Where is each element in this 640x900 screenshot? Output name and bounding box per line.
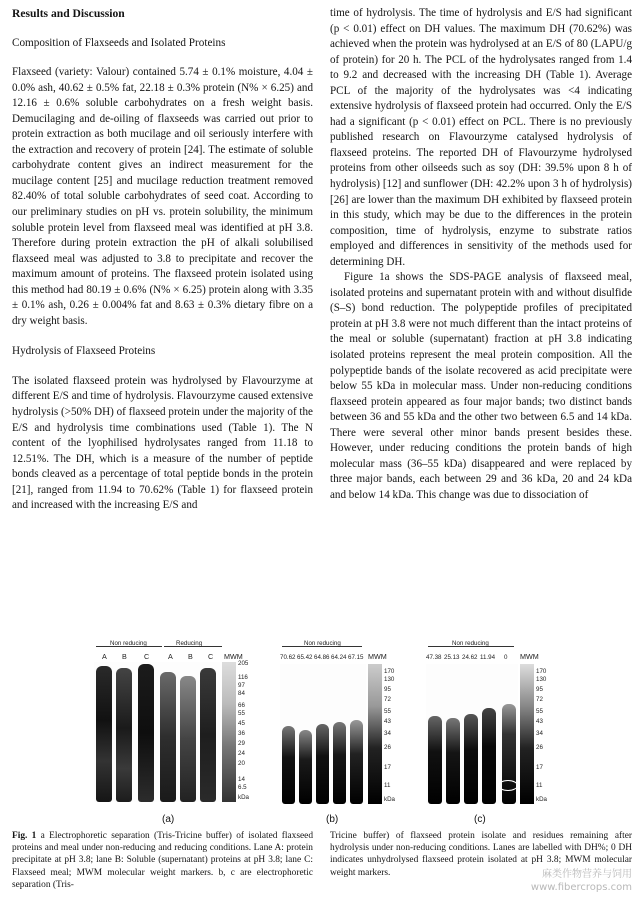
- gel-panel-b: [278, 640, 404, 828]
- unit-label: kDa: [536, 796, 548, 803]
- figure-caption-continued: Tricine buffer) of flaxseed protein isolate and residues remaining after hydrolysis under non-reducing conditions. Lanes are labelled with DH%; 0 DH indicates unhydrolysed flaxseed protein isolated at pH 3.8; MWM molecular weight markers.: [330, 831, 632, 878]
- marker-label: 29: [238, 740, 245, 747]
- lane-label: 70.62: [280, 654, 296, 661]
- marker-label: 43: [536, 718, 543, 725]
- marker-label: 170: [384, 668, 395, 675]
- marker-label: 55: [536, 708, 543, 715]
- lane-label: 47.38: [426, 654, 442, 661]
- heading-composition: Composition of Flaxseeds and Isolated Proteins: [12, 36, 226, 49]
- marker-label: 95: [384, 686, 391, 693]
- lane-label: 65.42: [297, 654, 313, 661]
- lane-label: C: [208, 652, 214, 661]
- group-label-nonreducing: Non reducing: [304, 640, 341, 647]
- marker-label: 205: [238, 660, 249, 667]
- marker-label: 55: [238, 710, 245, 717]
- figure-caption-text: a Electrophoretic separation (Tris-Tricine buffer) of isolated flaxseed proteins and meal under non-reducing and reducing conditions. Lane A: protein precipitate at pH 3.8; lane B: Soluble (supernatant) proteins at pH 3.8; lane C: Flaxseed meal; MWM molecular weight markers. b, c are electrophoretic separation (Tris-: [12, 831, 314, 890]
- paragraph-hydrolysis: The isolated flaxseed protein was hydrolysed by Flavourzyme at different E/S and time of hydrolysis. Flavourzyme caused extensive hydrolysis (>50% DH) of flaxseed protein under the majority of the E/S and hydrolysis time combinations used (Table 1). The N content of the lyophilised hydrolysates ranged from 11.18 to 12.51%. The DH, which is a measure of the number of peptide bonds cleaved as a percentage of total peptide bonds in the protein [21], ranged from 11.94 to 70.62% (Table 1) for flaxseed protein and increased with the increasing E/S and: [12, 374, 313, 512]
- marker-label: 130: [384, 676, 395, 683]
- unit-label: kDa: [384, 796, 396, 803]
- group-label-nonreducing: Non reducing: [452, 640, 489, 647]
- marker-label: 34: [536, 730, 543, 737]
- marker-lane-b: [368, 664, 382, 804]
- marker-label: 20: [238, 760, 245, 767]
- marker-label: 55: [384, 708, 391, 715]
- marker-label: 34: [384, 730, 391, 737]
- marker-label: 17: [384, 764, 391, 771]
- gel-image-c: [426, 664, 518, 804]
- lane-label: 0: [504, 654, 508, 661]
- marker-label: 45: [238, 720, 245, 727]
- paragraph-sds-page: Figure 1a shows the SDS-PAGE analysis of flaxseed meal, isolated proteins and supernatant protein with and without disulfide (S–S) bond reduction. The polypeptide profiles of precipitated protein at pH 3.8 were not much different than the intact proteins of the meal or soluble (supernatant) fraction at pH 3.8 indicating isolated proteins represent the meal protein composition. All the polypeptide bands of the isolate recovered as acid precipitate were below 55 kDa in molecular mass. Under non-reducing conditions flaxseed protein appeared as four major bands; two distinct bands between 36 and 55 kDa and the other two between 6.5 and 14 kDa. There were several other minor bands present besides these. However, under reducing conditions the protein bands of high molecular mass (36–55 kDa) disappeared and were replaced by three major bands, each between 29 and 36 kDa, 20 and 24 kDa and below 14 kDa. This change was due to dissociation of: [330, 271, 632, 501]
- marker-label: 97: [238, 682, 245, 689]
- marker-label: 130: [536, 676, 547, 683]
- marker-label: 26: [536, 744, 543, 751]
- watermark-line-2: www.fibercrops.com: [530, 882, 632, 893]
- marker-label: 17: [536, 764, 543, 771]
- watermark: [472, 868, 632, 894]
- figure-caption-label: Fig. 1: [12, 831, 37, 841]
- marker-label: 116: [238, 674, 248, 681]
- highlight-ellipse: [498, 780, 518, 791]
- marker-label: 43: [384, 718, 391, 725]
- watermark-line-1: 麻类作物营养与饲用: [542, 869, 632, 880]
- lane-label: 64.86: [314, 654, 330, 661]
- lane-label: 11.94: [480, 654, 496, 661]
- marker-label: 72: [536, 696, 543, 703]
- heading-results: Results and Discussion: [12, 7, 125, 20]
- unit-label: kDa: [238, 794, 250, 801]
- marker-label: 72: [384, 696, 391, 703]
- lane-label: 64.24: [331, 654, 347, 661]
- panel-label-b: (b): [326, 814, 339, 825]
- gel-image-b: [280, 664, 366, 804]
- marker-label: 6.5: [238, 784, 247, 791]
- marker-lane-c: [520, 664, 534, 804]
- paragraph-composition: Flaxseed (variety: Valour) contained 5.74 ± 0.1% moisture, 4.04 ± 0.0% ash, 40.62 ± 0.5% fat, 22.18 ± 0.3% protein (N% × 6.25) and 12.16 ± 0.6% soluble carbohydrates on a fresh weight basis. Demucilaging and de-oiling of flaxseeds was carried out prior to protein extraction as both mucilage and oil seriously interfere with the extraction and recovery of protein [24]. The estimate of soluble carbohydrate content gives an indirect measurement for the mucilage content [25] and mucilage reduction treatment removed 82.40% of total soluble carbohydrates of seed coat. According to our preliminary studies on pH vs. protein solubility, the minimum soluble protein level from flaxseed meal was identified at pH 3.8. Therefore during protein extraction the pH of alkali solubilised flaxseed meal was adjusted to 3.8 to precipitate and recover the maximum amount of proteins. The flaxseed protein isolated using this method had 80.19 ± 0.6% (N% × 6.25) protein along with 3.35 ± 0.1% ash, 0.26 ± 0.004% fat and 8.63 ± 0.3% dietary fibre on a dry weight basis.: [12, 66, 313, 327]
- figure-1: [0, 640, 640, 830]
- marker-label: 24: [238, 750, 245, 757]
- lane-label: 24.62: [462, 654, 478, 661]
- lane-label: A: [102, 652, 107, 661]
- lane-label: 25.13: [444, 654, 460, 661]
- marker-lane-a: [222, 662, 236, 802]
- lane-label: B: [188, 652, 193, 661]
- lane-label: A: [168, 652, 173, 661]
- marker-label: 170: [536, 668, 547, 675]
- heading-hydrolysis: Hydrolysis of Flaxseed Proteins: [12, 345, 156, 358]
- marker-label: 14: [238, 776, 245, 783]
- panel-label-a: (a): [162, 814, 175, 825]
- marker-label: 95: [536, 686, 543, 693]
- marker-label: 11: [536, 782, 543, 789]
- marker-lane-label: MWM: [368, 652, 387, 661]
- figure-caption-left: [12, 830, 313, 891]
- marker-label: 66: [238, 702, 245, 709]
- right-column: [330, 6, 632, 504]
- panel-label-c: (c): [474, 814, 486, 825]
- lane-label: B: [122, 652, 127, 661]
- group-label-reducing: Reducing: [176, 640, 203, 647]
- paragraph-continued: time of hydrolysis. The time of hydrolysis and E/S had significant (p < 0.01) effect on DH values. The maximum DH (70.62%) was achieved when the protein was hydrolysed at an E/S of 80 (LAPU/g of protein) for 20 h. The PCL of the hydrolysates ranged from 1.4 to 9.2 and decreased with the increasing DH (Table 1). Average PCL of the majority of the hydrolysates was <4 indicating extensive hydrolysis of flaxseed protein had occurred. Only the E/S had a significant (p < 0.01) effect on PCL. There is no previously published research on Flavourzyme catalysed hydrolysis of flaxseed proteins. The reported DH of Flavourzyme hydrolysed proteins from other oilseeds such as soy (DH: 39.5% upon 8 h of hydrolysis) [12] and sunflower (DH: 42.2% upon 3 h of hydrolysis) [26] are lower than the maximum DH exhibited by flaxseed protein in this study, which may be due to the differences in the protein composition, time of hydrolysis, enzyme to substrate ratios employed and differences in sensitivity of the methods used for determining DH.: [330, 7, 632, 268]
- gel-panel-a: [92, 640, 250, 828]
- group-label-nonreducing: Non reducing: [110, 640, 147, 647]
- marker-label: 84: [238, 690, 245, 697]
- left-column: [12, 6, 313, 514]
- gel-image-a: [94, 662, 220, 802]
- marker-lane-label: MWM: [224, 652, 243, 661]
- marker-lane-label: MWM: [520, 652, 539, 661]
- marker-label: 11: [384, 782, 391, 789]
- marker-label: 26: [384, 744, 391, 751]
- gel-panel-c: [424, 640, 558, 828]
- lane-label: C: [144, 652, 150, 661]
- lane-label: 67.15: [348, 654, 364, 661]
- marker-label: 36: [238, 730, 245, 737]
